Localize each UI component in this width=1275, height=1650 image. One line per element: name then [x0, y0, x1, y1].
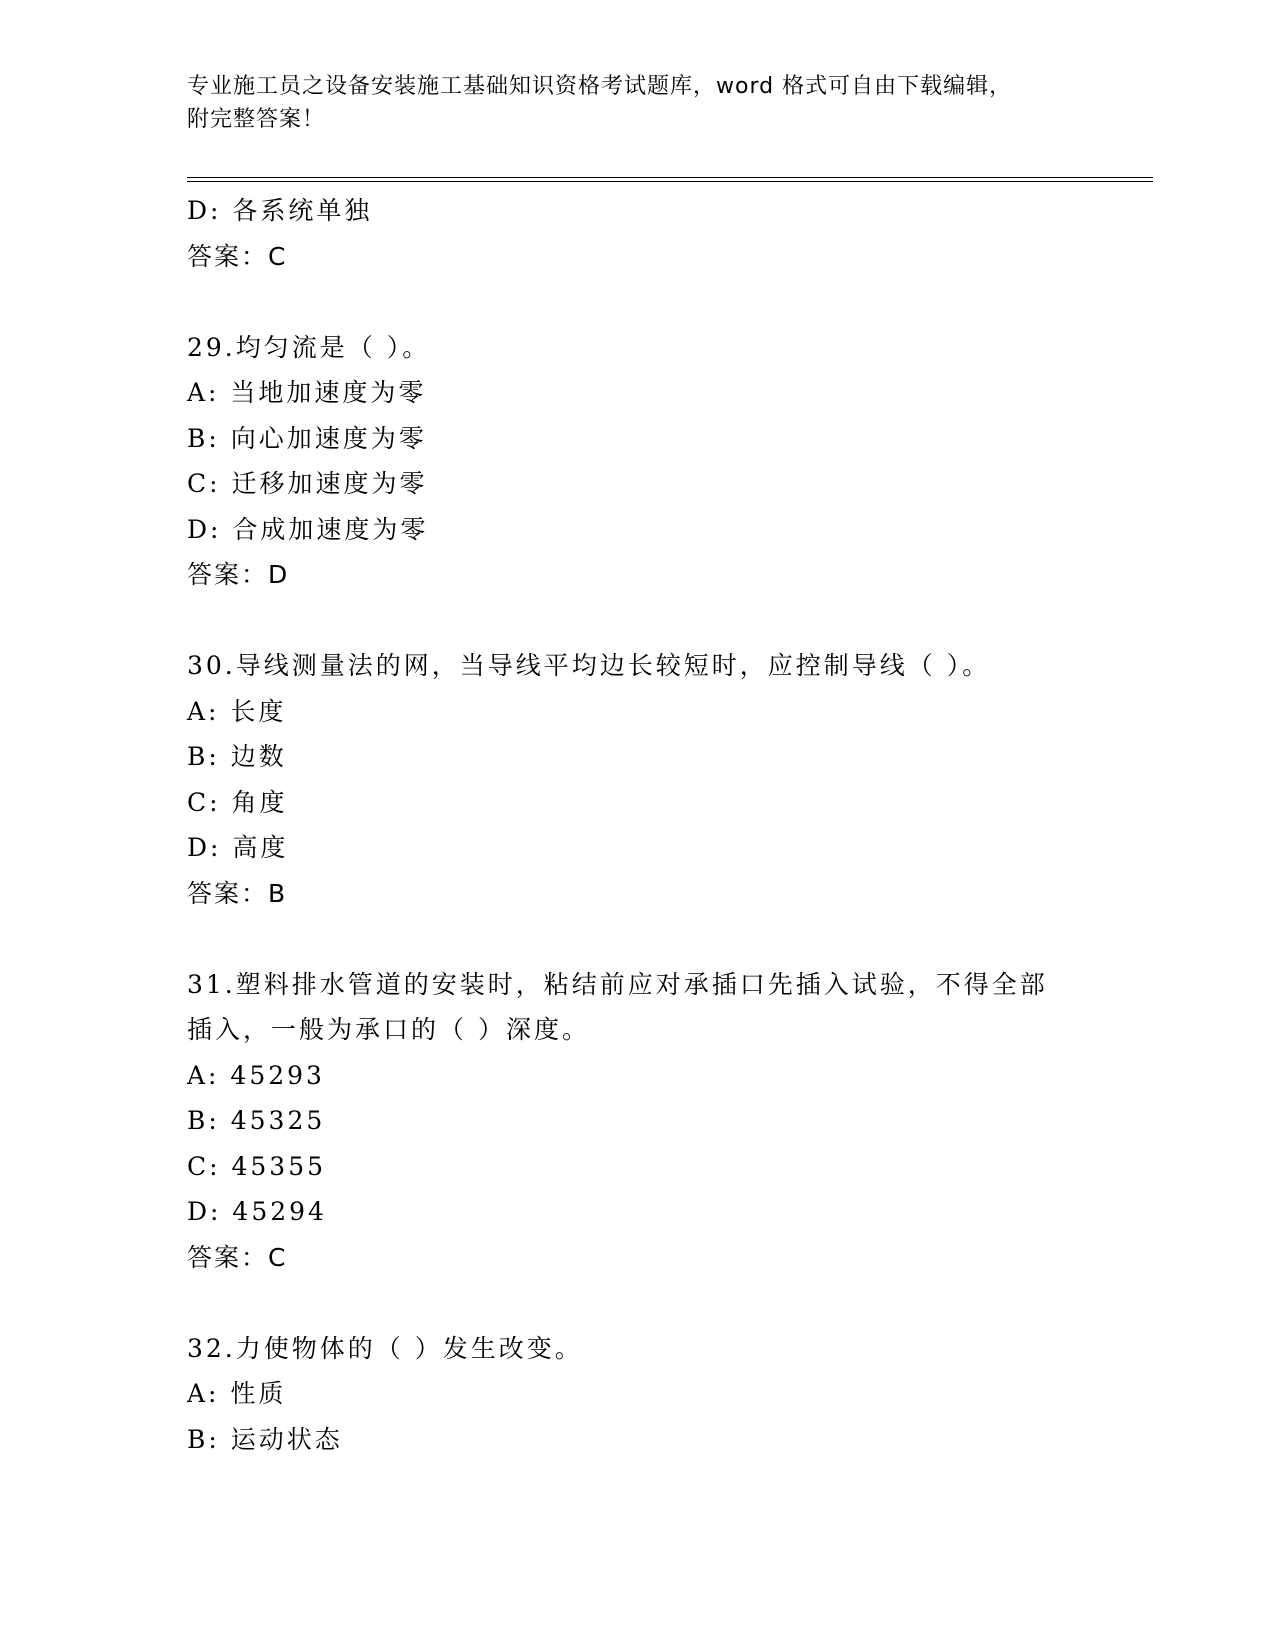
- option-a: A: 当地加速度为零: [187, 378, 427, 407]
- option-a: A: 性质: [187, 1379, 287, 1408]
- spacer: [187, 1280, 1107, 1326]
- header-line-1: 专业施工员之设备安装施工基础知识资格考试题库，word 格式可自由下载编辑，: [187, 74, 1013, 99]
- document-header: [187, 70, 1067, 136]
- option-a: A: 45293: [187, 1060, 325, 1090]
- option-c: C: 45355: [187, 1151, 327, 1181]
- question-list: [187, 188, 1107, 1462]
- option-d: D: 高度: [187, 833, 289, 862]
- spacer: [187, 916, 1107, 962]
- header-line-2: 附完整答案！: [187, 107, 326, 132]
- question-stem-line-1: 31.塑料排水管道的安装时，粘结前应对承插口先插入试验，不得全部: [187, 969, 1048, 999]
- spacer: [187, 598, 1107, 644]
- option-a: A: 长度: [187, 696, 287, 726]
- question-stem: 30.导线测量法的网，当导线平均边长较短时，应控制导线（ ）。: [187, 651, 991, 680]
- question-stem: 32.力使物体的（ ）发生改变。: [187, 1333, 583, 1363]
- header-divider-bottom: [187, 181, 1153, 182]
- option-b: B: 45325: [187, 1106, 326, 1135]
- option-d: D: 45294: [187, 1197, 327, 1226]
- header-divider-top: [187, 177, 1153, 178]
- answer-line: 答案：B: [187, 878, 288, 908]
- answer-line: 答案：D: [187, 560, 290, 589]
- answer-line: 答案：C: [187, 1242, 288, 1272]
- option-b: B: 向心加速度为零: [187, 423, 427, 453]
- option-d: D: 各系统单独: [187, 196, 373, 225]
- question-stem: 29.均匀流是（ ）。: [187, 332, 431, 362]
- answer-line: 答案：C: [187, 241, 288, 271]
- option-b: B: 运动状态: [187, 1424, 343, 1454]
- option-c: C: 角度: [187, 787, 288, 817]
- option-c: C: 迁移加速度为零: [187, 469, 428, 498]
- option-d: D: 合成加速度为零: [187, 514, 429, 544]
- option-b: B: 边数: [187, 742, 287, 771]
- question-stem-line-2: 插入，一般为承口的（ ）深度。: [187, 1015, 590, 1044]
- spacer: [187, 279, 1107, 325]
